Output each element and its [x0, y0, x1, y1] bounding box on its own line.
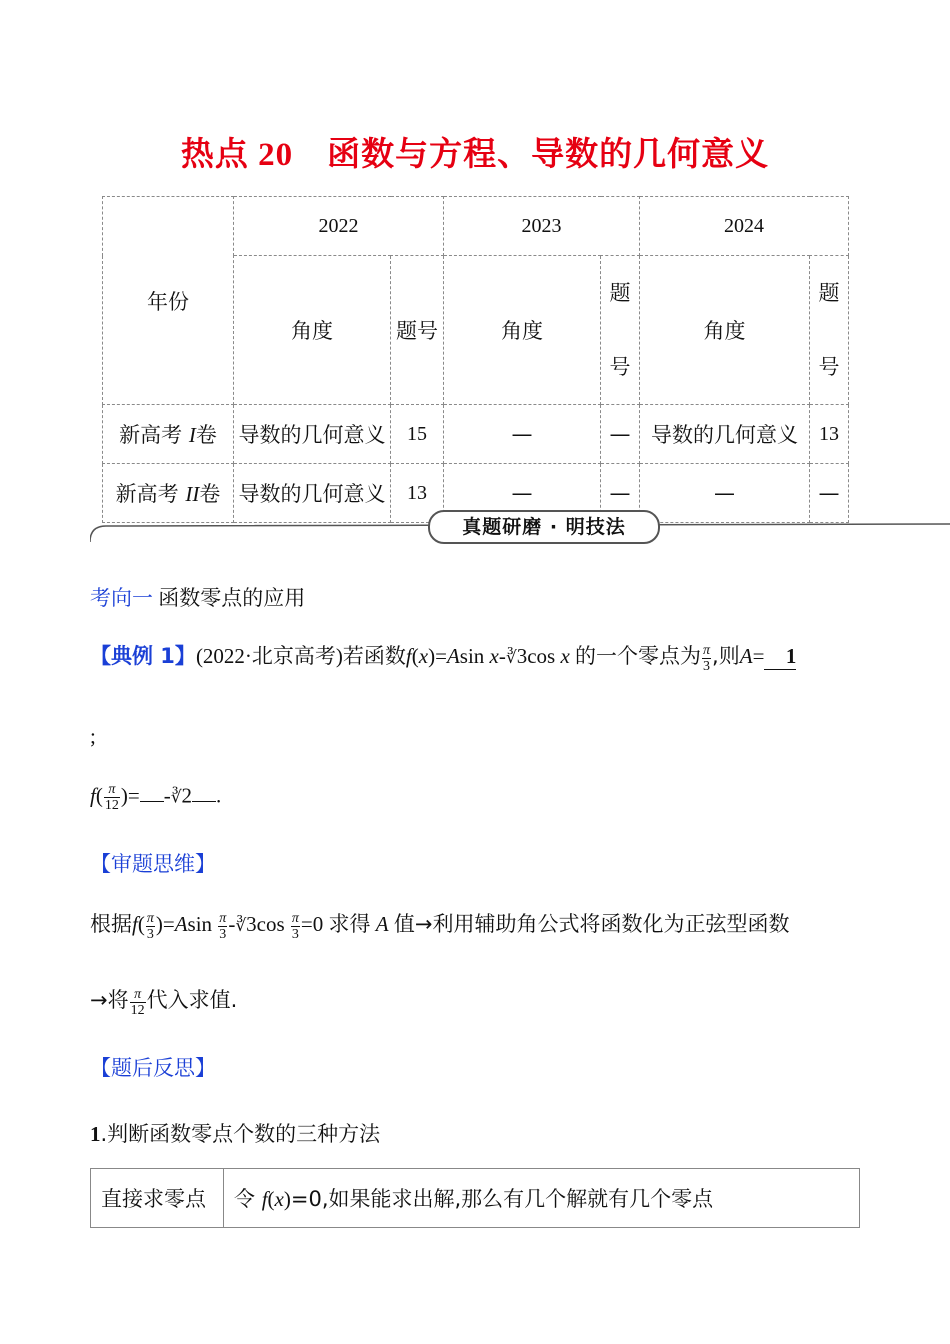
year-2022: 2022	[234, 197, 444, 256]
fraction: $\frac{\pi}{3}$	[219, 910, 227, 942]
header-angle-2022: 角度	[234, 256, 391, 405]
fraction: $\frac{\pi}{3}$	[703, 642, 711, 674]
cell-angle-2022: 导数的几何意义	[234, 405, 391, 464]
fraction: $\frac{\pi}{3}$	[291, 910, 299, 942]
method-desc: 令 f(x)=0,如果能求出解,那么有几个解就有几个零点	[224, 1169, 860, 1228]
year-2023: 2023	[444, 197, 640, 256]
page-title	[0, 128, 950, 175]
header-year: 年份	[103, 197, 234, 405]
point-1-heading: 1.判断函数零点个数的三种方法	[90, 1122, 381, 1146]
header-angle-2023: 角度	[444, 256, 601, 405]
title-number: 热点 20	[180, 137, 294, 173]
semicolon: ;	[90, 724, 96, 748]
cell-qnum-2023: —	[601, 405, 640, 464]
cell-angle-2024: 导数的几何意义	[640, 405, 810, 464]
table-row	[91, 1169, 860, 1228]
example-question: 【典例 1】(2022·北京高考)若函数f(x)=Asin x-∛3cos x 的一个零点为 $\frac{\pi}{3}$ ,则A= 1	[90, 642, 797, 674]
methods-table	[90, 1168, 860, 1228]
section-banner: 真题研磨 · 明技法	[428, 510, 660, 544]
row-label: 新高考 I卷	[103, 405, 234, 464]
method-name: 直接求零点	[91, 1169, 224, 1228]
example-second-blank: f( $\frac{\pi}{12}$ )= -∛2 .	[90, 782, 222, 813]
answer-blank-2: 2	[181, 783, 193, 808]
reflect-tag: 【题后反思】	[90, 1056, 216, 1080]
thinking-line-1: 根据f( $\frac{\pi}{3}$ )=Asin $\frac{\pi}{3}$ -∛3cos $\frac{\pi}{3}$ =0 求得 A 值→利用辅助角公式将函数化为正弦型函数	[90, 910, 790, 942]
fraction: $\frac{\pi}{12}$	[130, 986, 145, 1018]
example-tag: 【典例 1】	[90, 644, 196, 668]
answer-blank-1: 1	[764, 644, 796, 670]
year-2024: 2024	[640, 197, 849, 256]
cell-qnum-2022: 15	[391, 405, 444, 464]
cell-qnum-2023: —	[601, 464, 640, 523]
qnum-char-1: 题	[609, 281, 631, 305]
cell-qnum-2024: —	[810, 464, 849, 523]
header-qnum-2023	[601, 256, 640, 405]
section-label: 考向一	[90, 586, 153, 610]
header-qnum-2024	[810, 256, 849, 405]
cell-angle-2024: —	[640, 464, 810, 523]
qnum-char-2: 号	[609, 355, 631, 379]
fraction: $\frac{\pi}{3}$	[146, 910, 154, 942]
row-label: 新高考 II卷	[103, 464, 234, 523]
cell-qnum-2024: 13	[810, 405, 849, 464]
exam-stats-table	[102, 196, 849, 523]
fraction: $\frac{\pi}{12}$	[104, 782, 119, 813]
header-angle-2024: 角度	[640, 256, 810, 405]
qnum-char-1: 题	[818, 281, 840, 305]
title-text: 函数与方程、导数的几何意义	[327, 134, 770, 173]
section-heading	[90, 582, 305, 612]
cell-qnum-2022: 13	[391, 464, 444, 523]
header-qnum-2022: 题号	[391, 256, 444, 405]
cell-angle-2023: —	[444, 464, 601, 523]
cell-angle-2023: —	[444, 405, 601, 464]
thinking-tag: 【审题思维】	[90, 852, 216, 876]
cell-angle-2022: 导数的几何意义	[234, 464, 391, 523]
table-row	[103, 405, 849, 464]
thinking-line-2: →将 $\frac{\pi}{12}$ 代入求值.	[90, 986, 238, 1018]
section-text: 函数零点的应用	[158, 586, 306, 610]
qnum-char-2: 号	[818, 355, 840, 379]
example-source: (2022·北京高考)	[195, 644, 343, 668]
